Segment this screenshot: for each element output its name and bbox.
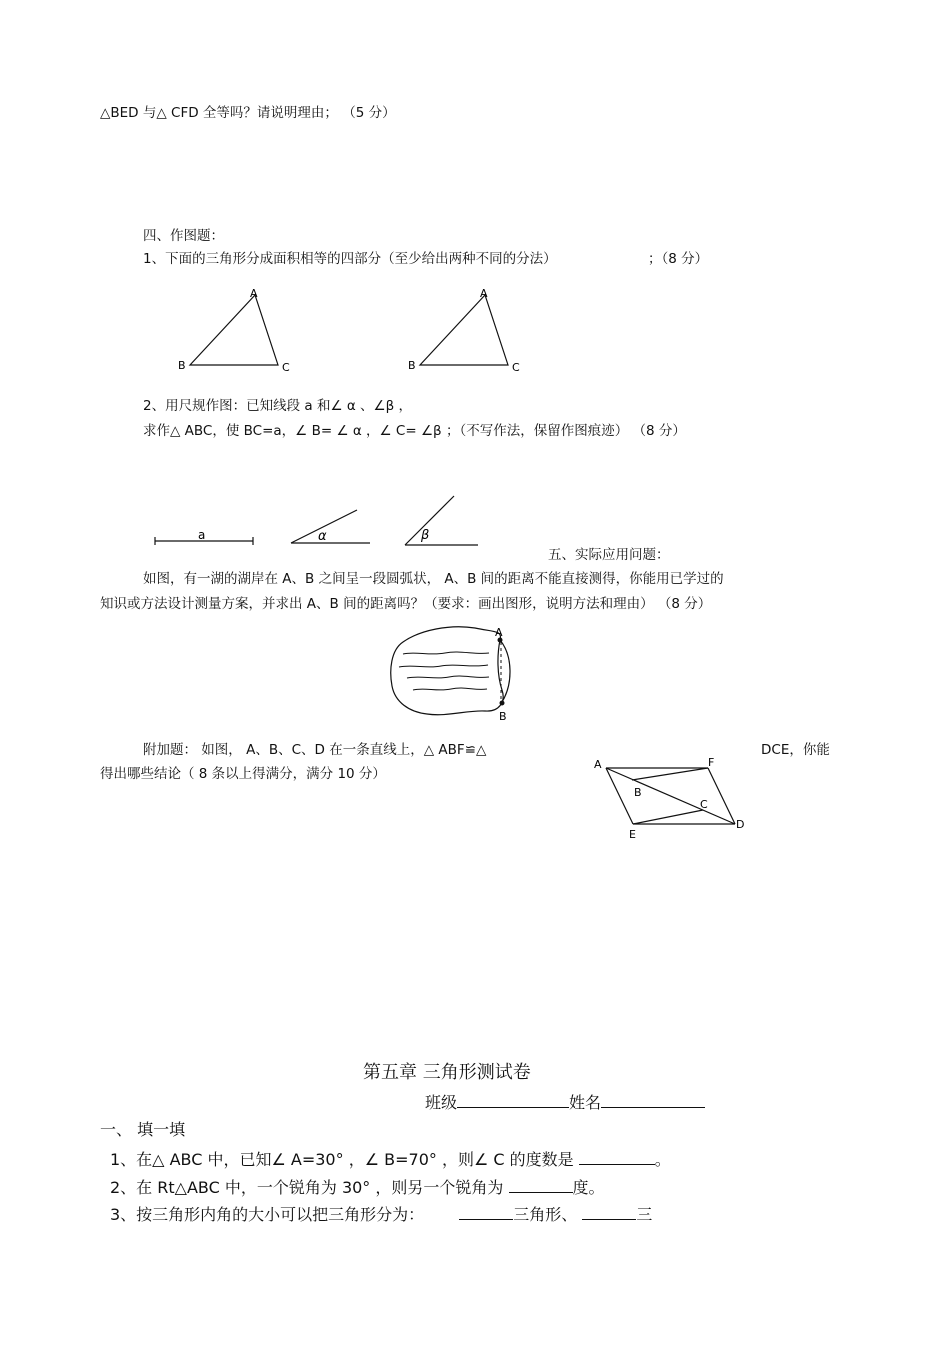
test-q2-blank[interactable] (509, 1178, 573, 1193)
test-q2-end: 度。 (572, 1178, 605, 1197)
triangle2-label-a: A (480, 287, 488, 300)
test-q3-text: 3、按三角形内角的大小可以把三角形分为： (110, 1205, 425, 1224)
section4-q1: 1、下面的三角形分成面积相等的四部分（至少给出两种不同的分法） (143, 251, 557, 267)
section5-line2: 知识或方法设计测量方案，并求出 A、B 间的距离吗？（要求：画出图形，说明方法和理由） （8 分） (100, 596, 712, 612)
test-q1 (110, 1150, 671, 1170)
alpha-label: α (318, 529, 327, 544)
test-q1-end: 。 (654, 1150, 671, 1169)
bonus-line2: 得出哪些结论（ 8 条以上得满分，满分 10 分） (100, 766, 386, 782)
triangle1-label-c: C (282, 361, 290, 374)
question-bed-cfd: △BED 与△ CFD 全等吗？请说明理由； （5 分） (100, 105, 396, 121)
angle-beta-figure (400, 493, 485, 550)
test-title: 第五章 三角形测试卷 (363, 1062, 531, 1083)
class-blank[interactable] (457, 1093, 569, 1108)
name-blank[interactable] (601, 1093, 705, 1108)
bonus-line1b: DCE，你能 (761, 742, 830, 758)
test-q3 (110, 1205, 652, 1225)
lake-label-a: A (495, 626, 503, 639)
triangle-figure-2 (400, 285, 530, 380)
section5-line1: 如图，有一湖的湖岸在 A、B 之间呈一段圆弧状， A、B 间的距离不能直接测得，你能用已学过的 (143, 571, 724, 587)
para-label-e: E (629, 828, 636, 841)
class-name-row (425, 1093, 705, 1113)
section4-q2-line2: 求作△ ABC，使 BC=a，∠ B= ∠ α ，∠ C= ∠β ；（不写作法，保留作图痕迹） （8 分） (143, 423, 686, 439)
test-q1-text: 1、在△ ABC 中，已知∠ A=30° ，∠ B=70° ，则∠ C 的度数是 (110, 1150, 574, 1169)
para-label-a: A (594, 758, 602, 771)
segment-a-figure (150, 525, 260, 550)
test-q1-blank[interactable] (579, 1150, 655, 1165)
triangle-figure-1 (170, 285, 300, 380)
para-label-b: B (634, 786, 642, 799)
para-label-d: D (736, 818, 745, 831)
test-q3-end: 三 (636, 1205, 653, 1224)
para-label-f: F (708, 756, 715, 769)
triangle1-label-a: A (250, 287, 258, 300)
lake-figure (385, 620, 525, 725)
triangle2-label-b: B (408, 359, 416, 372)
part1-heading: 一、 填一填 (100, 1120, 186, 1139)
triangle1-label-b: B (178, 359, 186, 372)
angle-alpha-figure (285, 505, 375, 550)
test-q2 (110, 1178, 605, 1198)
lake-label-b: B (499, 710, 507, 723)
test-q3-mid: 三角形、 (513, 1205, 578, 1224)
section4-q1-score: ；（8 分） (648, 251, 709, 267)
parallelogram-figure (590, 752, 750, 844)
section5-heading: 五、实际应用问题： (548, 547, 670, 563)
bonus-line1a: 附加题： 如图， A、B、C、D 在一条直线上，△ ABF≌△ (143, 742, 487, 758)
segment-a-label: a (198, 528, 206, 542)
section4-q2-line1: 2、用尺规作图：已知线段 a 和∠ α 、∠β ， (143, 398, 413, 414)
beta-label: β (421, 528, 430, 543)
section4-heading: 四、作图题： (143, 228, 224, 244)
class-label: 班级 (425, 1093, 458, 1112)
test-q3-blank-2[interactable] (582, 1205, 636, 1220)
test-q2-text: 2、在 Rt△ABC 中，一个锐角为 30° ，则另一个锐角为 (110, 1178, 504, 1197)
test-q3-blank-1[interactable] (459, 1205, 513, 1220)
name-label: 姓名 (569, 1093, 602, 1112)
para-label-c: C (700, 798, 708, 811)
triangle2-label-c: C (512, 361, 520, 374)
